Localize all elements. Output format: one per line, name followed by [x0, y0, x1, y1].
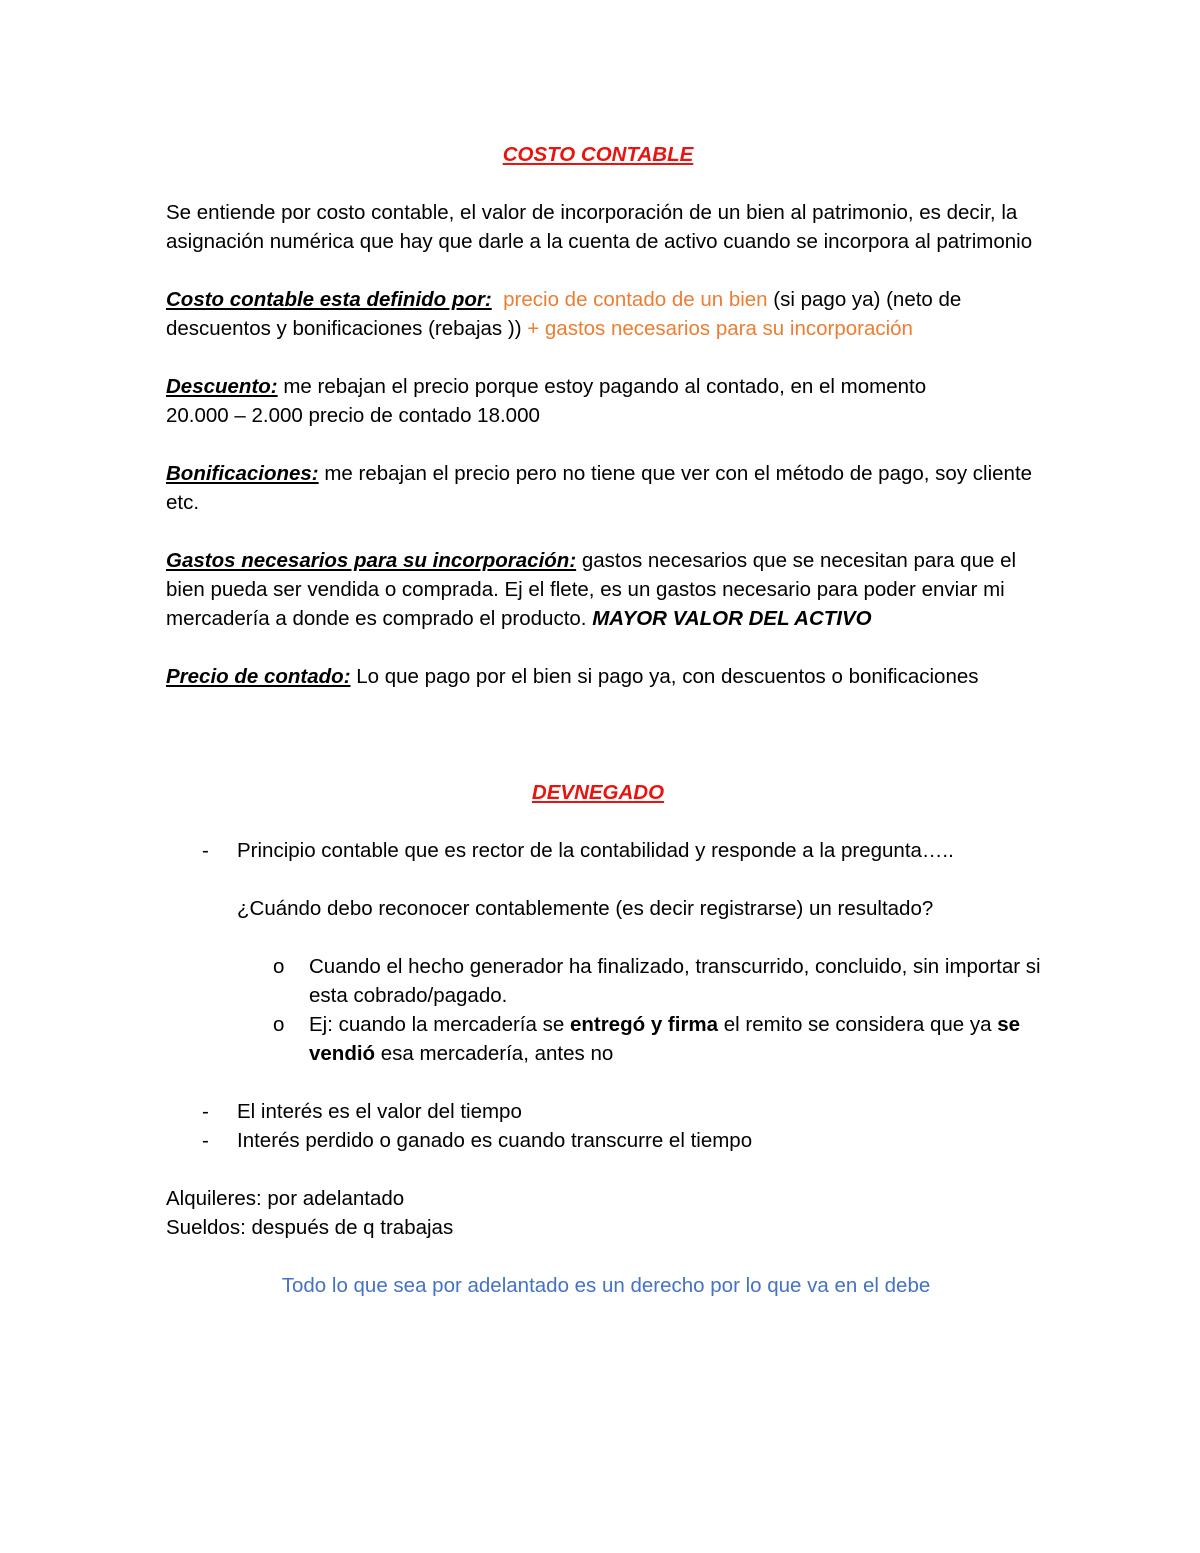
list-item [166, 1126, 1046, 1155]
intro-paragraph: Se entiende por costo contable, el valor de incorporación de un bien al patrimonio, es decir, la asignación numérica que hay que darle a la cuenta de activo cuando se incorpora al patrimonio [166, 201, 1033, 253]
dash-marker: - [202, 839, 209, 862]
sueldos-line: Sueldos: después de q trabajas [166, 1216, 454, 1239]
dash-list-1 [166, 836, 1046, 865]
costo-contable-title: COSTO CONTABLE [502, 143, 694, 166]
bullet-interes: El interés es el valor del tiempo [237, 1100, 522, 1123]
descuento-text: me rebajan el precio porque estoy pagando al contado, en el momento [277, 375, 927, 398]
alquileres-line: Alquileres: por adelantado [166, 1187, 405, 1210]
definition-label: Costo contable esta definido por: [166, 288, 492, 311]
dash-list-2 [166, 1097, 1046, 1155]
definition-orange-1: precio de contado de un bien [503, 288, 768, 311]
precio-paragraph [166, 662, 1046, 691]
devengado-title: DEVNEGADO [531, 781, 665, 804]
gastos-emphasis: MAYOR VALOR DEL ACTIVO [592, 607, 872, 630]
circle-list [166, 952, 1046, 1068]
definition-orange-2: + gastos necesarios para su incorporación [527, 317, 913, 340]
descuento-label: Descuento: [166, 375, 278, 398]
precio-text: Lo que pago por el bien si pago ya, con descuentos o bonificaciones [350, 665, 979, 688]
bonificaciones-label: Bonificaciones: [166, 462, 319, 485]
circle-marker: o [273, 955, 285, 978]
sub-item-hecho: Cuando el hecho generador ha finalizado, transcurrido, concluido, sin importar si esta cobrado/pagado. [309, 955, 1041, 1007]
list-item [166, 836, 1046, 865]
list-item [166, 1097, 1046, 1126]
descuento-example: 20.000 – 2.000 precio de contado 18.000 [166, 404, 540, 427]
sub-item-ej-a: Ej: cuando la mercadería se [309, 1013, 570, 1036]
dash-marker: - [202, 1129, 209, 1152]
bonificaciones-text: me rebajan el precio pero no tiene que ver con el método de pago, soy cliente etc. [166, 462, 1033, 514]
bullet-principio: Principio contable que es rector de la contabilidad y responde a la pregunta….. [237, 839, 954, 862]
circle-marker: o [273, 1013, 285, 1036]
sub-item-ej-c: el remito se considera que ya [718, 1013, 998, 1036]
gastos-text: gastos necesarios que se necesitan para que el bien pueda ser vendida o comprada. Ej el flete, es un gastos necesario para poder enviar mi mercadería a donde es comprado el producto. [166, 549, 1017, 630]
definition-text: (si pago ya) (neto de descuentos y bonificaciones (rebajas )) [166, 288, 962, 340]
gastos-label: Gastos necesarios para su incorporación: [166, 549, 577, 572]
closing-statement: Todo lo que sea por adelantado es un derecho por lo que va en el debe [281, 1274, 931, 1297]
sub-item-ej-e: esa mercadería, antes no [375, 1042, 614, 1065]
document-body [166, 140, 1046, 1300]
sub-item-ej-d: se vendió [309, 1013, 1021, 1065]
dash-marker: - [202, 1100, 209, 1123]
list-item [166, 1010, 1046, 1068]
bullet-interes-perdido: Interés perdido o ganado es cuando transcurre el tiempo [237, 1129, 753, 1152]
question-text: ¿Cuándo debo reconocer contablemente (es decir registrarse) un resultado? [237, 897, 934, 920]
definition-paragraph [166, 285, 1046, 343]
precio-label: Precio de contado: [166, 665, 351, 688]
sub-item-ej-b: entregó y firma [569, 1013, 719, 1036]
bonificaciones-paragraph [166, 459, 1046, 517]
descuento-paragraph [166, 372, 1046, 401]
gastos-paragraph [166, 546, 1046, 633]
list-item [166, 952, 1046, 1010]
